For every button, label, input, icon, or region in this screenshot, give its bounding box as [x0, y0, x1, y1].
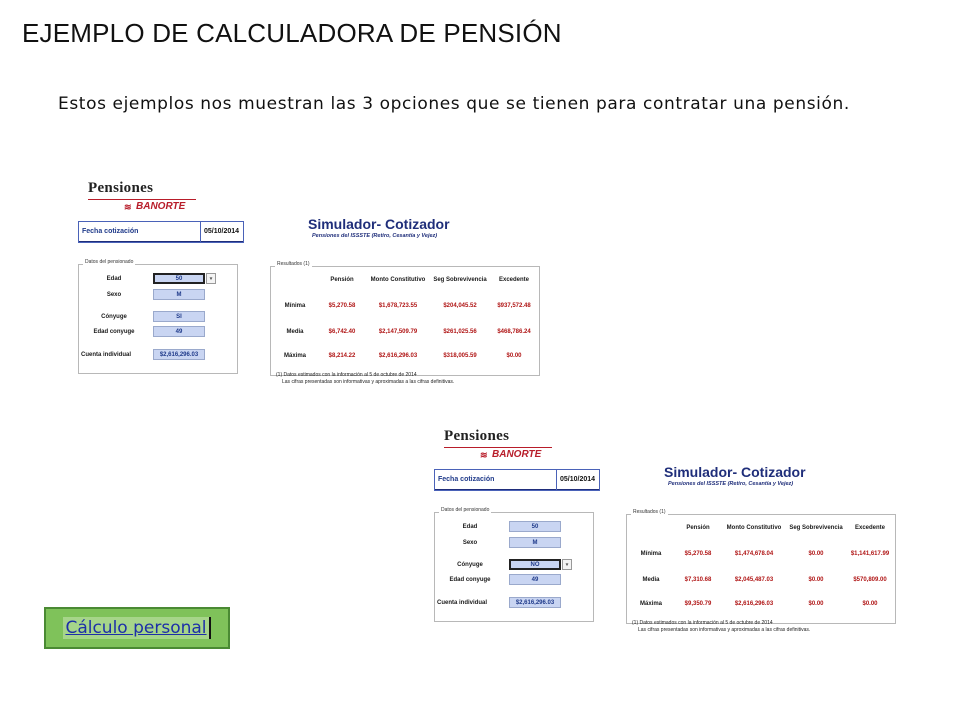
cell-minima-pension: $5,270.58	[684, 551, 712, 557]
row-label-maxima: Máxima	[283, 353, 306, 359]
cell-maxima-excedente: $0.00	[506, 353, 522, 359]
datos-pensionado-group	[78, 259, 238, 374]
logo-banorte-text: BANORTE	[492, 449, 542, 460]
edad-conyuge-label: Edad conyuge	[93, 329, 135, 335]
logo-divider	[88, 199, 196, 200]
simulador-title: Simulador- Cotizador	[308, 216, 450, 232]
datos-pensionado-group	[434, 507, 594, 622]
simulator-screenshot-1	[76, 176, 556, 408]
cell-maxima-pension: $8,214.22	[328, 353, 356, 359]
row-label-minima: Mínima	[640, 551, 662, 557]
edad-conyuge-field[interactable]: 49	[153, 326, 205, 337]
header-pension: Pensión	[686, 525, 710, 531]
cell-minima-monto: $1,474,678.04	[734, 551, 774, 557]
row-label-maxima: Máxima	[639, 601, 662, 607]
edad-label: Edad	[106, 276, 122, 282]
cell-media-monto: $2,045,487.03	[734, 577, 774, 583]
cell-media-excedente: $570,809.00	[853, 577, 887, 583]
logo-divider	[444, 447, 552, 448]
conyuge-row	[435, 559, 593, 571]
intro-paragraph: Estos ejemplos nos muestran las 3 opciones que se tienen para contratar una pensión.	[58, 94, 850, 114]
cell-minima-excedente: $937,572.48	[497, 303, 531, 309]
sexo-field[interactable]: M	[153, 289, 205, 300]
cell-minima-excedente: $1,141,617.99	[850, 551, 890, 557]
header-seg-sobrevivencia: Seg Sobrevivencia	[433, 277, 487, 283]
sexo-field[interactable]: M	[509, 537, 561, 548]
cuenta-individual-label: Cuenta individual	[437, 600, 488, 606]
footnote-line-1: (1) Datos estimados con la información al 5 de octubre de 2014	[632, 620, 773, 626]
simulador-subtitle: Pensiones del ISSSTE (Retiro, Cesantía y Vejez)	[312, 233, 438, 239]
header-excedente: Excedente	[498, 277, 529, 283]
cell-maxima-monto: $2,616,296.03	[378, 353, 418, 359]
edad-field[interactable]: 50	[509, 521, 561, 532]
edad-conyuge-row	[435, 574, 593, 586]
edad-dropdown-icon[interactable]: ▾	[206, 273, 216, 284]
footnote-line-2: Las cifras presentadas son informativas y aproximadas a las cifras definitivas.	[638, 627, 811, 633]
cell-minima-seg: $0.00	[808, 551, 824, 557]
cell-minima-pension: $5,270.58	[328, 303, 356, 309]
cuenta-individual-row	[79, 349, 237, 361]
fecha-cotizacion-box	[78, 221, 244, 243]
resultados-caption: Resultados (1)	[277, 261, 310, 267]
pensiones-banorte-logo	[444, 428, 604, 464]
fecha-cotizacion-value: 05/10/2014	[204, 228, 240, 235]
cell-maxima-pension: $9,350.79	[684, 601, 712, 607]
datos-pensionado-caption: Datos del pensionado	[85, 259, 134, 265]
edad-row	[435, 521, 593, 533]
simulator-screenshot-2	[432, 424, 912, 656]
fecha-cotizacion-box	[434, 469, 600, 491]
header-excedente: Excedente	[854, 525, 885, 531]
edad-conyuge-label: Edad conyuge	[449, 577, 491, 583]
cuenta-individual-label: Cuenta individual	[81, 352, 132, 358]
conyuge-row	[79, 311, 237, 323]
cuenta-individual-field[interactable]: $2,616,296.03	[153, 349, 205, 360]
cell-maxima-seg: $318,005.59	[443, 353, 477, 359]
simulador-title: Simulador- Cotizador	[664, 464, 806, 480]
header-seg-sobrevivencia: Seg Sobrevivencia	[789, 525, 843, 531]
cuenta-individual-row	[435, 597, 593, 609]
logo-pensiones-text: Pensiones	[444, 428, 510, 444]
cell-maxima-monto: $2,616,296.03	[734, 601, 774, 607]
logo-banorte-text: BANORTE	[136, 201, 186, 212]
header-monto-constitutivo: Monto Constitutivo	[370, 277, 426, 283]
cell-maxima-excedente: $0.00	[862, 601, 878, 607]
fecha-cotizacion-value: 05/10/2014	[560, 476, 596, 483]
logo-pensiones-text: Pensiones	[88, 180, 154, 196]
edad-conyuge-field[interactable]: 49	[509, 574, 561, 585]
row-label-media: Media	[642, 577, 660, 583]
cell-minima-monto: $1,678,723.55	[378, 303, 418, 309]
cuenta-individual-field[interactable]: $2,616,296.03	[509, 597, 561, 608]
footnote	[276, 372, 454, 386]
cell-media-pension: $6,742.40	[328, 329, 356, 335]
footnote-line-2: Las cifras presentadas son informativas y aproximadas a las cifras definitivas.	[282, 379, 455, 385]
calculo-personal-button[interactable]	[44, 607, 230, 649]
calculo-personal-link[interactable]: Cálculo personal	[63, 617, 210, 639]
edad-row	[79, 273, 237, 285]
banorte-mark-icon: ≋	[480, 450, 488, 460]
resultados-caption: Resultados (1)	[633, 509, 666, 515]
conyuge-dropdown-icon[interactable]: ▾	[562, 559, 572, 570]
sexo-row	[79, 289, 237, 301]
banorte-mark-icon: ≋	[124, 202, 132, 212]
sexo-label: Sexo	[106, 292, 122, 298]
row-label-media: Media	[286, 329, 304, 335]
fecha-cotizacion-label: Fecha cotización	[79, 222, 201, 242]
conyuge-field[interactable]: SI	[153, 311, 205, 322]
cell-media-excedente: $468,786.24	[497, 329, 531, 335]
cell-media-seg: $261,025.56	[443, 329, 477, 335]
page-title: EJEMPLO DE CALCULADORA DE PENSIÓN	[22, 18, 562, 48]
footnote-line-1: (1) Datos estimados con la información al 5 de octubre de 2014	[276, 372, 417, 378]
cell-maxima-seg: $0.00	[808, 601, 824, 607]
edad-select[interactable]: 50	[153, 273, 205, 284]
cell-media-monto: $2,147,509.79	[378, 329, 418, 335]
fecha-cotizacion-label: Fecha cotización	[435, 470, 557, 490]
resultados-group	[270, 261, 540, 376]
datos-pensionado-caption: Datos del pensionado	[441, 507, 490, 513]
simulador-subtitle: Pensiones del ISSSTE (Retiro, Cesantía y Vejez)	[668, 481, 794, 487]
header-pension: Pensión	[330, 277, 354, 283]
cell-minima-seg: $204,045.52	[443, 303, 477, 309]
conyuge-label: Cónyuge	[101, 314, 127, 320]
edad-conyuge-row	[79, 326, 237, 338]
footnote	[632, 620, 810, 634]
cell-media-seg: $0.00	[808, 577, 824, 583]
header-monto-constitutivo: Monto Constitutivo	[726, 525, 782, 531]
pensiones-banorte-logo	[88, 180, 248, 216]
edad-label: Edad	[462, 524, 478, 530]
conyuge-select[interactable]: NO	[509, 559, 561, 570]
conyuge-label: Cónyuge	[457, 562, 483, 568]
row-label-minima: Mínima	[284, 303, 306, 309]
sexo-row	[435, 537, 593, 549]
sexo-label: Sexo	[462, 540, 478, 546]
cell-media-pension: $7,310.68	[684, 577, 712, 583]
resultados-group	[626, 509, 896, 624]
